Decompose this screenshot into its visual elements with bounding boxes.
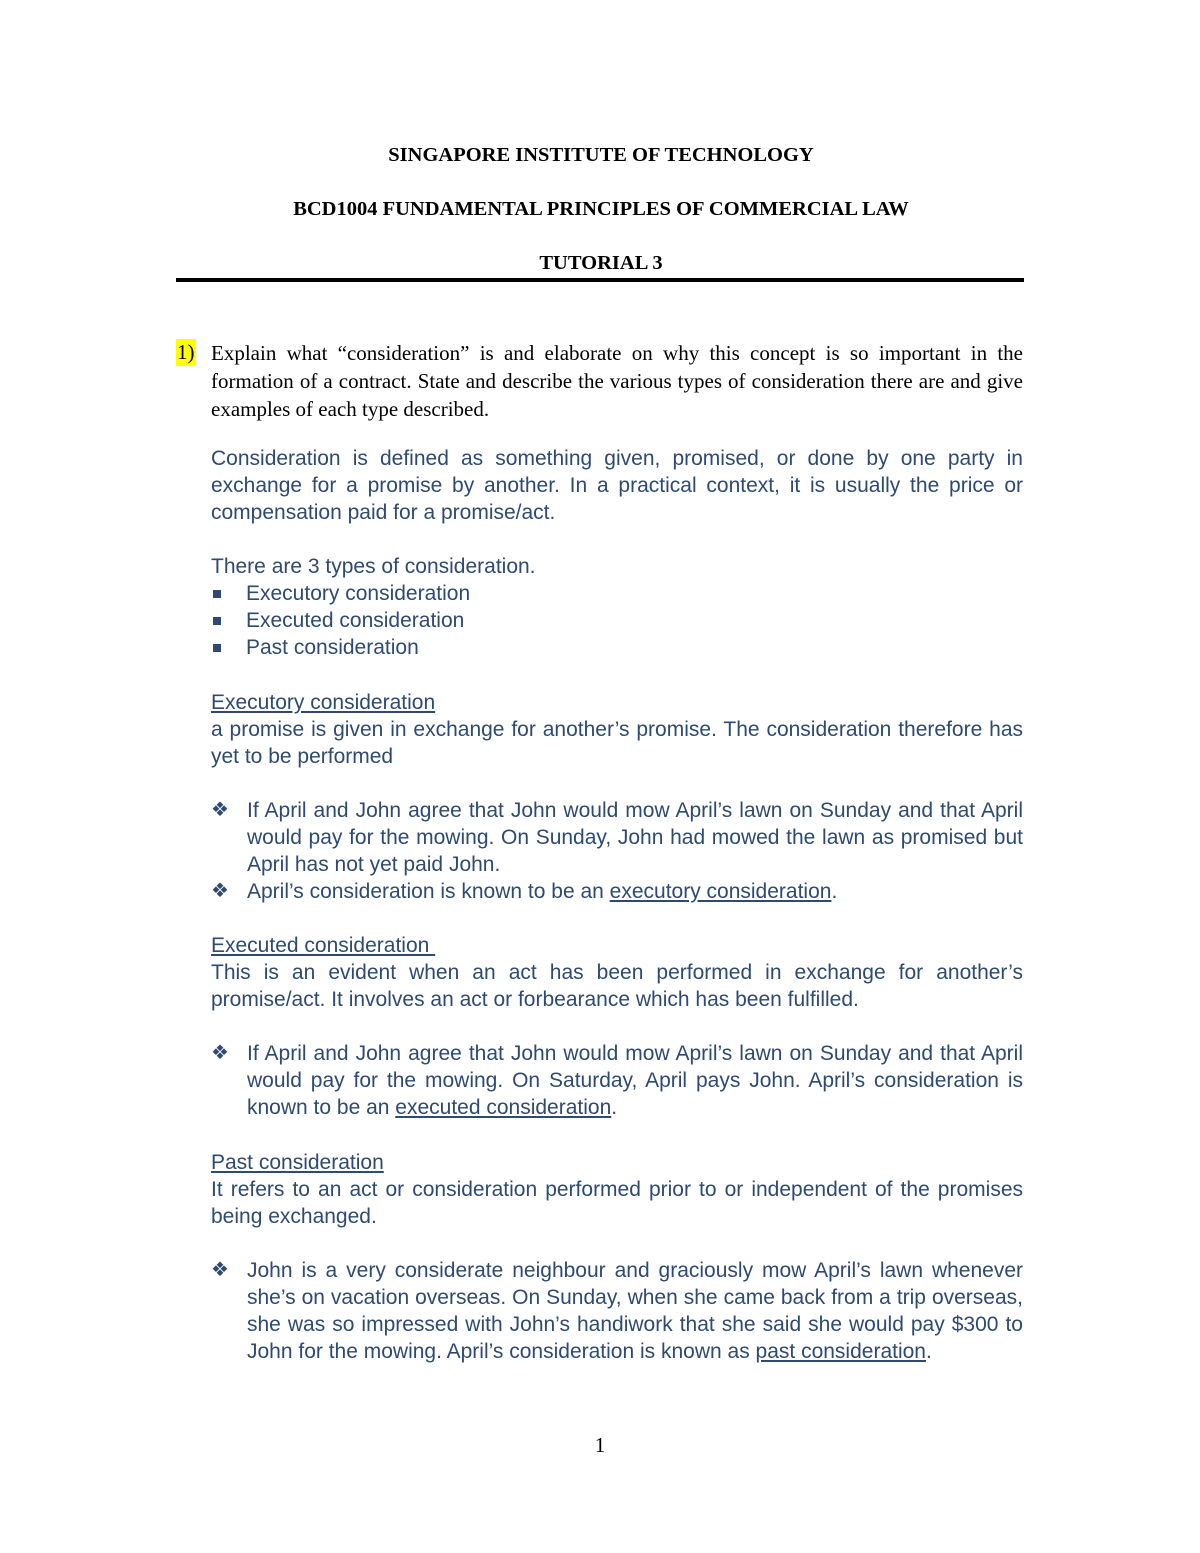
example-item: ❖ If April and John agree that John would mow April’s lawn on Sunday and that April would pay for the mowing. On Saturday, April pays John. April’s consideration is known to be an executed consideration. (211, 1042, 1023, 1119)
example-item: ❖ April’s consideration is known to be an executory consideration. (211, 880, 838, 903)
course-title: BCD1004 FUNDAMENTAL PRINCIPLES OF COMMERCIAL LAW (293, 198, 909, 220)
diamond-bullet-icon: ❖ (211, 799, 229, 821)
diamond-bullet-icon: ❖ (211, 1259, 229, 1281)
definition-paragraph: Consideration is defined as something given, promised, or done by one party in exchange for a promise by another. In a practical context, it is usually the price or compensation paid for a promise/act. (211, 447, 1023, 524)
executory-body: a promise is given in exchange for another’s promise. The consideration therefore has yet to be performed (211, 718, 1023, 768)
question-number: 1) (177, 340, 195, 364)
executed-heading: Executed consideration (211, 934, 436, 957)
diamond-bullet-icon: ❖ (211, 1042, 229, 1064)
executed-term: executed consideration (395, 1096, 612, 1119)
past-heading: Past consideration (211, 1151, 384, 1174)
page-number: 1 (594, 1433, 606, 1457)
institution-title: SINGAPORE INSTITUTE OF TECHNOLOGY (388, 144, 814, 166)
square-bullet-icon (213, 617, 221, 625)
types-intro: There are 3 types of consideration. (211, 555, 536, 578)
tutorial-title: TUTORIAL 3 (539, 252, 663, 274)
document-page: SINGAPORE INSTITUTE OF TECHNOLOGY BCD1004 FUNDAMENTAL PRINCIPLES OF COMMERCIAL LAW TUTORIAL 3 1) Explain what “consideration” is and elaborate on why this concept is so important in the formation of a contract. State and describe the various types of consideration there are and give examples of each type described. Consideration is defined as something given, promised, or done by one party in exchange for a promise by another. In a practical context, it is usually the price or compensation paid for a promise/act. There are 3 types of consideration. Executory consideration Executed consideration Past consideration Executory consideration a promise is given in exchange for another’s promise. The consideration therefore has yet to be performed ❖ If April and John agree that John would mow April’s lawn on Sunday and that April would pay for the mowing. On Sunday, John had mowed the lawn as promised but April has not yet paid John. ❖ April’s consideration is known to be an executory consideration. Executed consideration This is an evident when an act has been performed in exchange for another’s promise/act. It involves an act or forbearance which has been fulfilled. ❖ If April and John agree that John would mow April’s lawn on Sunday and that April would pay for the mowing. On Saturday, April pays John. April’s consideration is known to be an executed consideration. Past consideration It refers to an act or consideration performed prior to or independent of the promises being exchanged. ❖ John is a very considerate neighbour and graciously mow April’s lawn whenever she’s on vacation overseas. On Sunday, when she came back from a trip overseas, she was so impressed with John’s handiwork that she said she would pay $300 to John for the mowing. April’s consideration is known as past consideration. 1 (0, 0, 1200, 1553)
example-item: ❖ John is a very considerate neighbour and graciously mow April’s lawn whenever she’s on vacation overseas. On Sunday, when she came back from a trip overseas, she was so impressed with John’s handiwork that she said she would pay $300 to John for the mowing. April’s consideration is known as past consideration. (211, 1259, 1023, 1363)
executory-heading: Executory consideration (211, 691, 436, 714)
header-divider (176, 278, 1024, 282)
square-bullet-icon (213, 644, 221, 652)
executory-term: executory consideration (609, 880, 832, 903)
past-body: It refers to an act or consideration performed prior to or independent of the promises being exchanged. (211, 1178, 1023, 1228)
diamond-bullet-icon: ❖ (211, 880, 229, 902)
square-bullet-icon (213, 590, 221, 598)
executed-body: This is an evident when an act has been performed in exchange for another’s promise/act. It involves an act or forbearance which has been fulfilled. (211, 961, 1023, 1011)
example-item: ❖ If April and John agree that John would mow April’s lawn on Sunday and that April would pay for the mowing. On Sunday, John had mowed the lawn as promised but April has not yet paid John. (211, 799, 1023, 876)
past-term: past consideration (755, 1340, 926, 1363)
question-text: Explain what “consideration” is and elaborate on why this concept is so important in the formation of a contract. State and describe the various types of consideration there are and give examples of each type described. (211, 341, 1023, 421)
